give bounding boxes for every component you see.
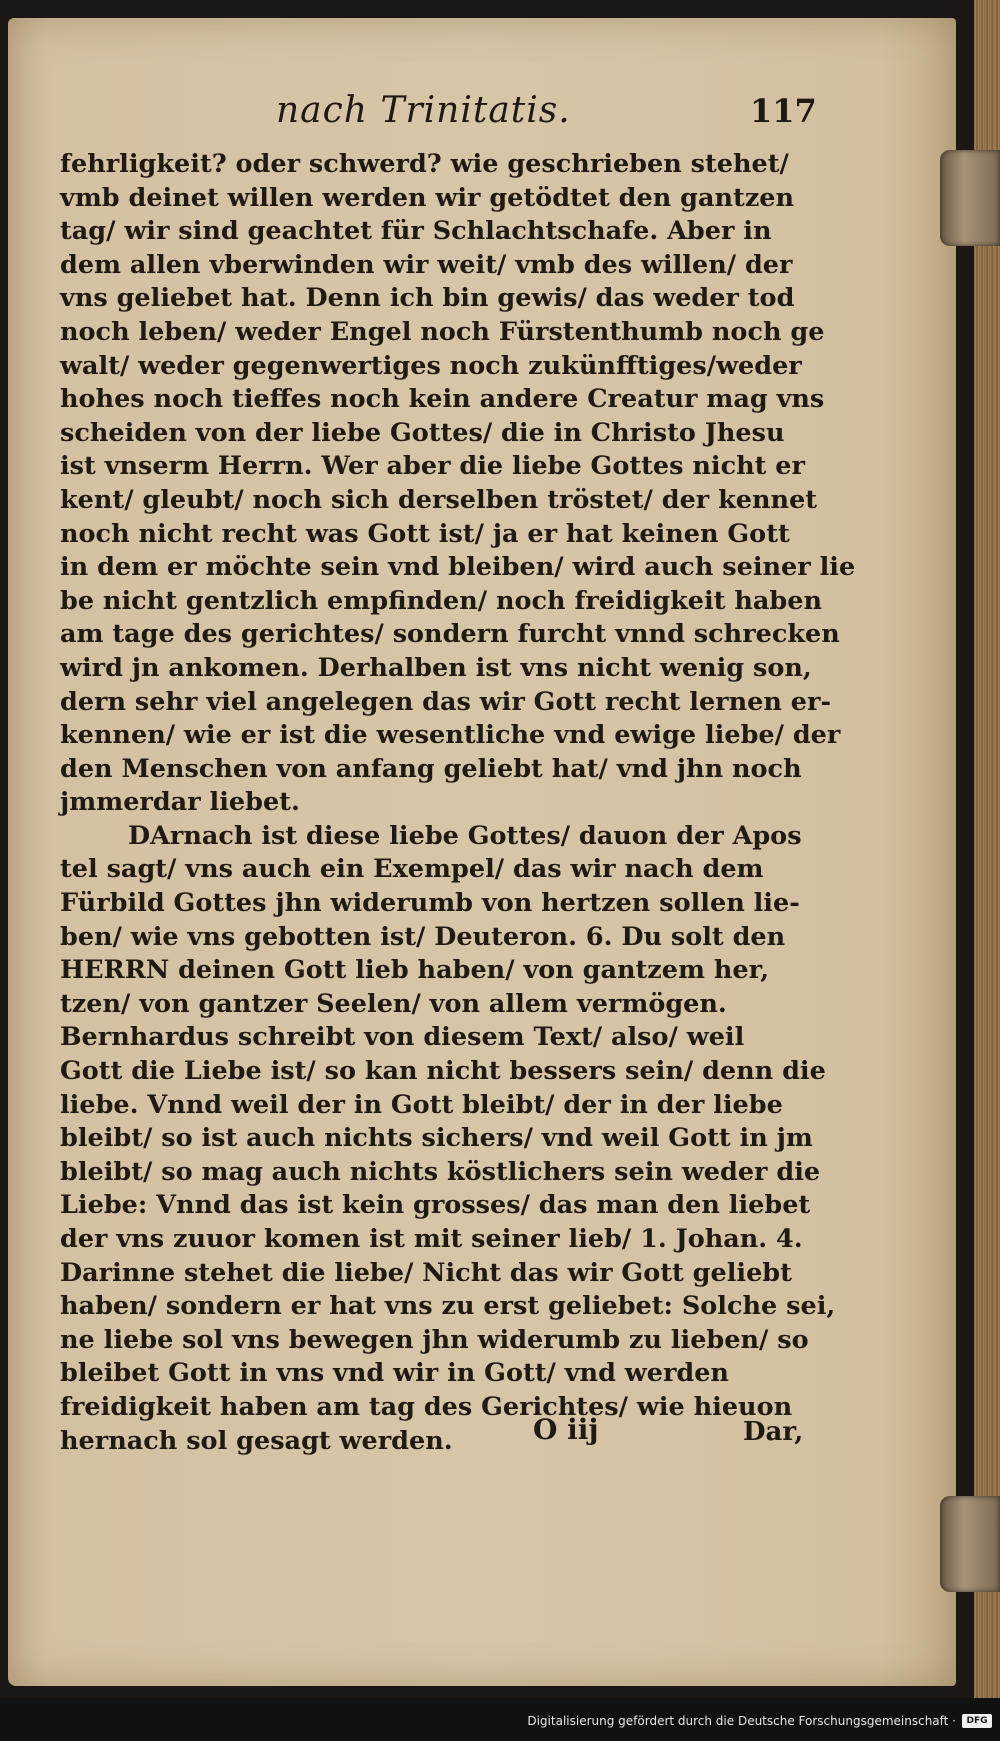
text-line: HERRN deinen Gott lieb haben/ von gantzem her, xyxy=(60,955,770,986)
book-page xyxy=(8,18,956,1686)
text-line: tel sagt/ vns auch ein Exempel/ das wir nach dem xyxy=(60,854,764,885)
text-line: liebe. Vnnd weil der in Gott bleibt/ der in der liebe xyxy=(60,1089,783,1120)
text-line: Gott die Liebe ist/ so kan nicht bessers sein/ denn die xyxy=(60,1056,826,1087)
text-line: kent/ gleubt/ noch sich derselben tröstet/ der kennet xyxy=(60,484,818,515)
text-line: DArnach ist diese liebe Gottes/ dauon der Apos xyxy=(128,820,802,851)
text-line: noch nicht recht was Gott ist/ ja er hat keinen Gott xyxy=(60,518,790,549)
text-line: dern sehr viel angelegen das wir Gott recht lernen er- xyxy=(60,686,832,717)
paragraph-2 xyxy=(60,820,836,1458)
text-line: der vns zuuor komen ist mit seiner lieb/ 1. Johan. 4. xyxy=(60,1224,803,1254)
text-line: bleibet Gott in vns vnd wir in Gott/ vnd werden xyxy=(60,1358,729,1389)
text-line: tzen/ von gantzer Seelen/ von allem vermögen. xyxy=(60,988,727,1019)
text-line: fehrligkeit? oder schwerd? wie geschrieben stehet/ xyxy=(60,149,789,179)
text-line: bleibt/ so mag auch nichts köstlichers sein weder die xyxy=(60,1156,821,1187)
catchword: Dar, xyxy=(743,1417,804,1447)
text-line: wird jn ankomen. Derhalben ist vns nicht wenig son, xyxy=(60,652,812,683)
text-line: den Menschen von anfang geliebt hat/ vnd jhn noch xyxy=(60,753,802,784)
credit-bar xyxy=(0,1698,1000,1741)
text-line: bleibt/ so ist auch nichts sichers/ vnd weil Gott in jm xyxy=(60,1123,813,1154)
dfg-logo: DFG xyxy=(962,1714,992,1728)
page-header xyxy=(8,90,956,146)
text-line: hohes noch tieffes noch kein andere Creatur mag vns xyxy=(60,384,825,415)
text-line: be nicht gentzlich empfinden/ noch freidigkeit haben xyxy=(60,585,822,616)
text-line: walt/ weder gegenwertiges noch zukünfftiges/weder xyxy=(60,350,802,381)
text-line: noch leben/ weder Engel noch Fürstenthumb noch ge xyxy=(60,316,825,347)
text-line: ne liebe sol vns bewegen jhn widerumb zu lieben/ so xyxy=(60,1324,809,1355)
text-line: scheiden von der liebe Gottes/ die in Christo Jhesu xyxy=(60,417,785,448)
text-line: Bernhardus schreibt von diesem Text/ also/ weil xyxy=(60,1022,745,1053)
text-line: Liebe: Vnnd das ist kein grosses/ das man den liebet xyxy=(60,1190,811,1221)
text-line: am tage des gerichtes/ sondern furcht vnnd schrecken xyxy=(60,619,840,650)
text-line: Darinne stehet die liebe/ Nicht das wir Gott geliebt xyxy=(60,1257,792,1288)
body-text xyxy=(60,148,856,1458)
signature-mark: O iij xyxy=(533,1413,599,1446)
text-line: ist vnserm Herrn. Wer aber die liebe Gottes nicht er xyxy=(60,451,805,482)
paragraph-1 xyxy=(60,148,856,820)
page-footer xyxy=(8,1413,956,1453)
text-line: vns geliebet hat. Denn ich bin gewis/ das weder tod xyxy=(60,283,795,314)
text-line: vmb deinet willen werden wir getödtet den gantzen xyxy=(60,182,795,213)
text-line: kennen/ wie er ist die wesentliche vnd ewige liebe/ der xyxy=(60,720,841,751)
text-line: jmmerdar liebet. xyxy=(60,787,300,818)
page-number: 117 xyxy=(750,92,817,130)
text-line: tag/ wir sind geachtet für Schlachtschafe. Aber in xyxy=(60,216,772,247)
text-line: hernach sol gesagt werden. xyxy=(60,1425,453,1456)
text-line: in dem er möchte sein vnd bleiben/ wird auch seiner lie xyxy=(60,552,856,583)
digitization-credit: Digitalisierung gefördert durch die Deutsche Forschungsgemeinschaft · xyxy=(527,1714,956,1728)
clasp-bottom xyxy=(940,1496,1000,1592)
running-title: nach Trinitatis. xyxy=(276,90,571,131)
clasp-top xyxy=(940,150,1000,246)
text-line: haben/ sondern er hat vns zu erst geliebet: Solche sei, xyxy=(60,1291,836,1322)
page-edge-stack xyxy=(974,0,1000,1698)
text-line: Fürbild Gottes jhn widerumb von hertzen sollen lie- xyxy=(60,888,800,919)
text-line: freidigkeit haben am tag des Gerichtes/ wie hieuon xyxy=(60,1391,793,1422)
text-line: ben/ wie vns gebotten ist/ Deuteron. 6. Du solt den xyxy=(60,921,786,952)
text-line: dem allen vberwinden wir weit/ vmb des willen/ der xyxy=(60,249,793,280)
